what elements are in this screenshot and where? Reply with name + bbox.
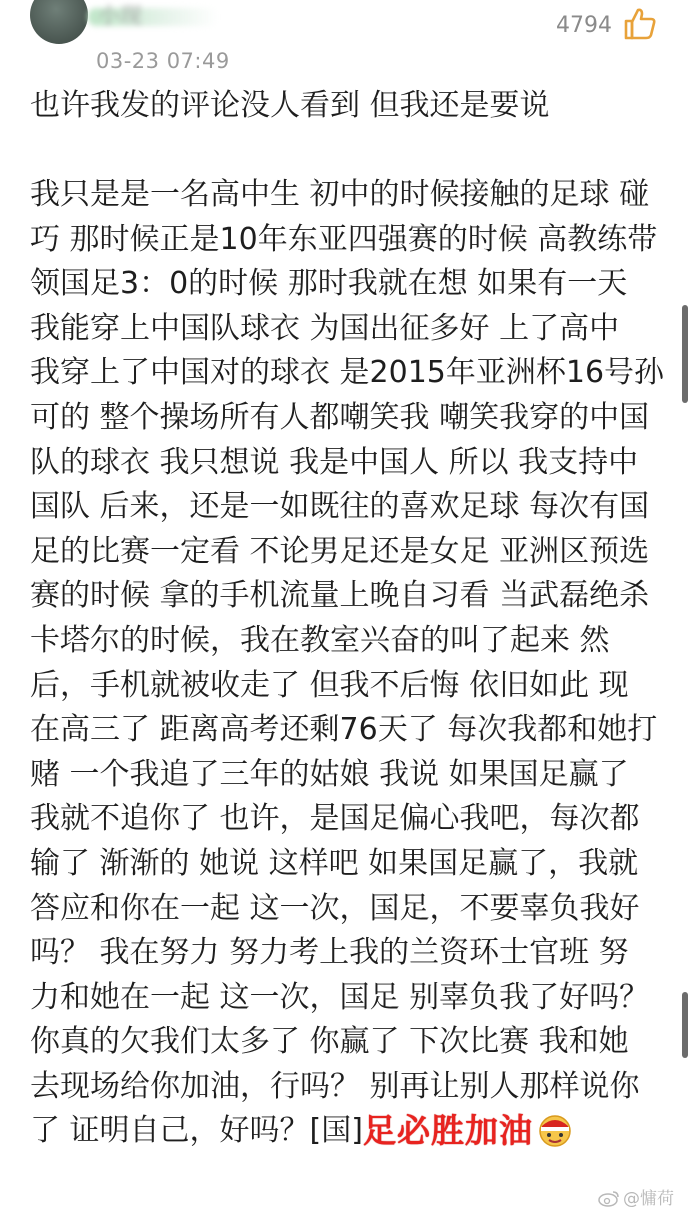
comment-line: 队的球衣 我只想说 我是中国人 所以 我支持中 <box>30 444 639 480</box>
like-button[interactable] <box>622 6 658 42</box>
watermark-handle: @慵荷 <box>623 1189 674 1209</box>
comment-line: 足的比赛一定看 不论男足还是女足 亚洲区预选 <box>30 533 650 569</box>
thumbs-up-icon <box>622 6 658 42</box>
weibo-logo-icon <box>598 1189 620 1207</box>
comment-line: 我穿上了中国对的球衣 是2015年亚洲杯16号孙 <box>30 355 665 391</box>
like-count: 4794 <box>556 13 612 38</box>
comment-line: 巧 那时候正是10年东亚四强赛的时候 高教练带 <box>30 221 658 257</box>
avatar[interactable] <box>30 0 88 44</box>
comment-timestamp: 03-23 07:49 <box>96 49 230 73</box>
emoji-tag: [国] <box>309 1113 363 1149</box>
scrollbar-thumb[interactable] <box>682 305 688 403</box>
scrollbar-thumb[interactable] <box>682 992 688 1058</box>
comment-line: 去现场给你加油，行吗？ 别再让别人那样说你 <box>30 1068 640 1104</box>
cheering-face-emoji-icon <box>537 1112 573 1148</box>
comment-last-line <box>30 1109 670 1154</box>
comment-line: 你真的欠我们太多了 你赢了 下次比赛 我和她 <box>30 1024 629 1060</box>
comment-line: 吗？ 我在努力 努力考上我的兰资环士官班 努 <box>30 935 629 971</box>
cheer-sticker-text: 足必胜加油 <box>362 1111 533 1151</box>
comment-line: 赌 一个我追了三年的姑娘 我说 如果国足赢了 <box>30 756 629 792</box>
comment-line-text: 了 证明自己，好吗？ <box>30 1113 310 1149</box>
comment-line: 我只是是一名高中生 初中的时候接触的足球 碰 <box>30 177 650 212</box>
watermark <box>598 1186 674 1212</box>
comment-line: 赛的时候 拿的手机流量上晚自习看 当武磊绝杀 <box>30 578 650 614</box>
comment-line: 可的 整个操场所有人都嘲笑我 嘲笑我穿的中国 <box>30 399 650 435</box>
comment-line: 我就不追你了 也许，是国足偏心我吧，每次都 <box>30 801 640 837</box>
comment-line: 也许我发的评论没人看到 但我还是要说 <box>30 88 550 123</box>
username[interactable]: 小现 <box>98 2 268 32</box>
comment-line: 答应和你在一起 这一次，国足，不要辜负我好 <box>30 890 640 926</box>
comment-line: 我能穿上中国队球衣 为国出征多好 上了高中 <box>30 310 620 346</box>
comment-line: 卡塔尔的时候，我在教室兴奋的叫了起来 然 <box>30 622 610 658</box>
comment-line: 力和她在一起 这一次，国足 别辜负我了好吗？ <box>30 979 650 1015</box>
comment-line: 国队 后来，还是一如既往的喜欢足球 每次有国 <box>30 489 650 525</box>
comment-header <box>0 0 690 75</box>
comment-line: 领国足3：0的时候 那时我就在想 如果有一天 <box>30 266 628 302</box>
comment-line: 后，手机就被收走了 但我不后悔 依旧如此 现 <box>30 667 629 703</box>
comment-line: 输了 渐渐的 她说 这样吧 如果国足赢了，我就 <box>30 845 639 881</box>
comment-body <box>30 84 670 1154</box>
comment-line: 在高三了 距离高考还剩76天了 每次我都和她打 <box>30 712 658 748</box>
